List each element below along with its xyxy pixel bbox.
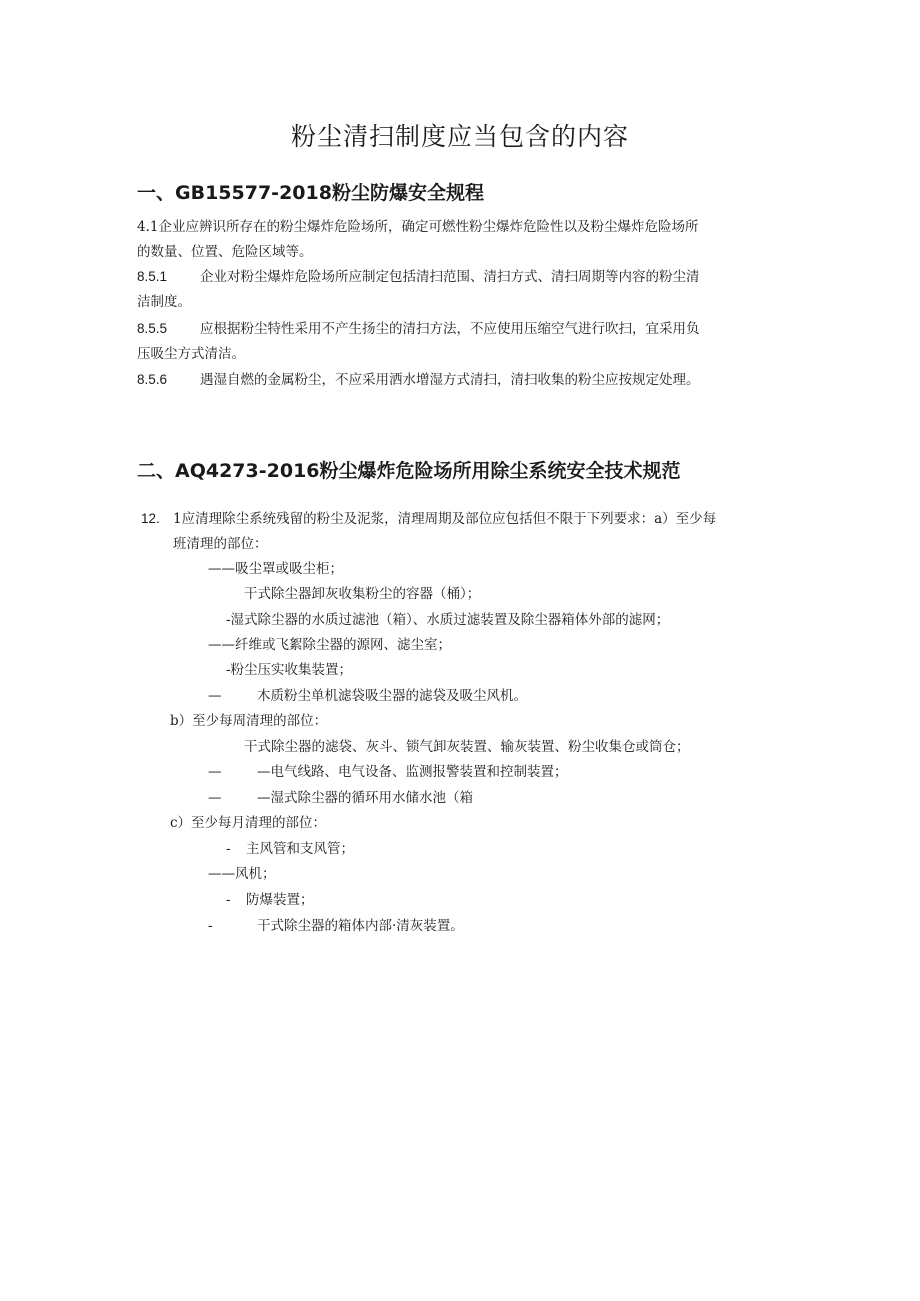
page-title: 粉尘清扫制度应当包含的内容 [290,122,629,151]
daily-item: 干式除尘器卸灰收集粉尘的容器（桶）； [244,586,481,602]
clause-4-1-line-1: 4.1企业应辨识所存在的粉尘爆炸危险场所，确定可燃性粉尘爆炸危险性以及粉尘爆炸危险场所 [137,219,699,235]
monthly-item-dash: - [226,892,231,908]
item-12-number: 12. [141,511,160,526]
monthly-heading: c）至少每月清理的部位： [170,815,327,831]
clause-8-5-6-line-1: 遇湿自燃的金属粉尘，不应采用洒水增湿方式清扫，清扫收集的粉尘应按规定处理。 [200,372,700,388]
monthly-item: 防爆装置； [246,892,314,908]
clause-8-5-5-number: 8.5.5 [137,321,168,336]
clause-8-5-1-line-1: 企业对粉尘爆炸危险场所应制定包括清扫范围、清扫方式、清扫周期等内容的粉尘清 [200,269,700,285]
monthly-item: 主风管和支风管； [246,841,354,857]
clause-8-5-1-number: 8.5.1 [137,269,168,284]
weekly-item-dash: — [208,790,222,806]
daily-item-dash: — [208,688,222,704]
item-12-line-1: 1应清理除尘系统残留的粉尘及泥浆，清理周期及部位应包括但不限于下列要求：a）至少每 [173,511,717,527]
item-12-line-2: 班清理的部位： [173,536,268,552]
weekly-item: —电气线路、电气设备、监测报警装置和控制装置； [257,764,568,780]
daily-item: 木质粉尘单机滤袋吸尘器的滤袋及吸尘风机。 [257,688,527,704]
clause-8-5-6-number: 8.5.6 [137,372,168,387]
daily-item: ——纤维或飞絮除尘器的源网、滤尘室； [208,637,451,653]
section-1-heading: 一、GB15577-2018粉尘防爆安全规程 [137,182,484,204]
weekly-item-dash: — [208,764,222,780]
daily-item: ——吸尘罩或吸尘柜； [208,561,343,577]
weekly-item: 干式除尘器的滤袋、灰斗、锁气卸灰装置、输灰装置、粉尘收集仓或筒仓； [244,739,690,755]
clause-8-5-5-line-1: 应根据粉尘特性采用不产生扬尘的清扫方法，不应使用压缩空气进行吹扫，宜采用负 [200,321,700,337]
clause-4-1-line-2: 的数量、位置、危险区域等。 [137,244,313,260]
clause-8-5-5-line-2: 压吸尘方式清洁。 [137,346,245,362]
monthly-item: 干式除尘器的箱体内部·清灰装置。 [257,918,464,934]
section-2-heading: 二、AQ4273-2016粉尘爆炸危险场所用除尘系统安全技术规范 [137,460,681,482]
weekly-item: —湿式除尘器的循环用水储水池（箱 [257,790,473,806]
weekly-heading: b）至少每周清理的部位： [170,713,328,729]
daily-item: -粉尘压实收集装置； [226,662,353,678]
daily-item: -湿式除尘器的水质过滤池（箱）、水质过滤装置及除尘器箱体外部的滤网； [226,612,670,628]
monthly-item-dash: - [226,841,231,857]
monthly-item: ——风机； [208,866,276,882]
clause-8-5-1-line-2: 洁制度。 [137,294,191,310]
monthly-item-dash: - [208,918,213,934]
